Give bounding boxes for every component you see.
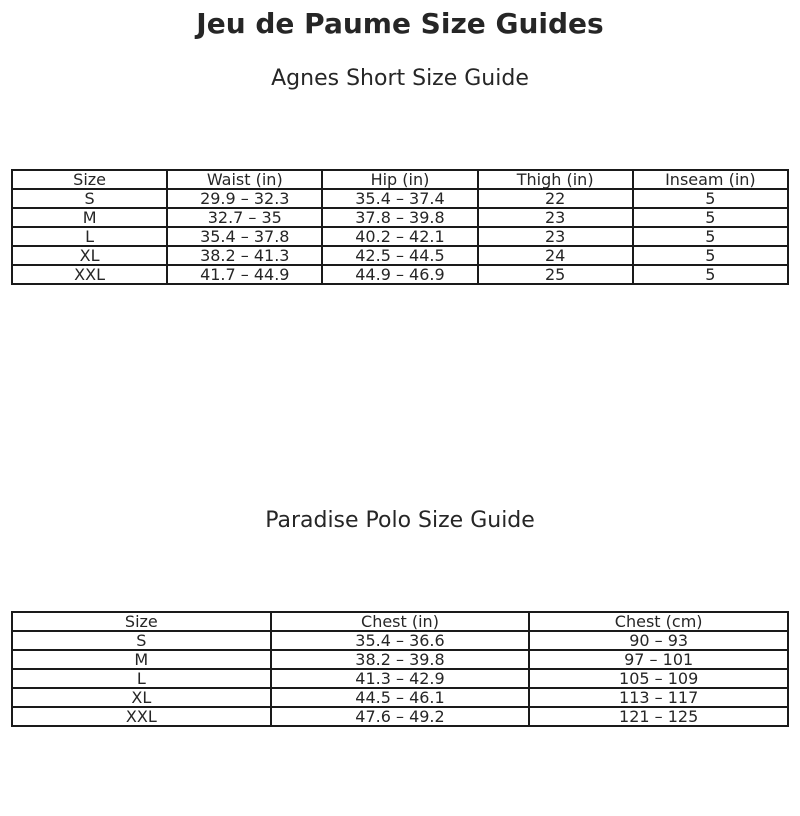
cell-size: S — [12, 631, 271, 650]
table-row — [12, 707, 788, 726]
cell-waist: 32.7 – 35 — [167, 208, 322, 227]
cell-thigh: 24 — [478, 246, 633, 265]
column-header-hip: Hip (in) — [322, 170, 477, 189]
cell-waist: 35.4 – 37.8 — [167, 227, 322, 246]
cell-hip: 35.4 – 37.4 — [322, 189, 477, 208]
cell-inseam: 5 — [633, 189, 788, 208]
cell-chest-cm: 121 – 125 — [529, 707, 788, 726]
agnes-short-guide-title: Agnes Short Size Guide — [271, 66, 529, 91]
cell-chest-in: 35.4 – 36.6 — [271, 631, 530, 650]
table-header-row — [12, 612, 788, 631]
table-row — [12, 246, 788, 265]
cell-size: L — [12, 227, 167, 246]
cell-hip: 37.8 – 39.8 — [322, 208, 477, 227]
cell-inseam: 5 — [633, 227, 788, 246]
cell-chest-cm: 97 – 101 — [529, 650, 788, 669]
table-row — [12, 688, 788, 707]
cell-waist: 41.7 – 44.9 — [167, 265, 322, 284]
cell-inseam: 5 — [633, 265, 788, 284]
column-header-waist: Waist (in) — [167, 170, 322, 189]
cell-hip: 44.9 – 46.9 — [322, 265, 477, 284]
cell-size: S — [12, 189, 167, 208]
cell-size: M — [12, 650, 271, 669]
column-header-chest-in: Chest (in) — [271, 612, 530, 631]
cell-thigh: 22 — [478, 189, 633, 208]
cell-inseam: 5 — [633, 208, 788, 227]
table-row — [12, 208, 788, 227]
cell-chest-in: 38.2 – 39.8 — [271, 650, 530, 669]
column-header-chest-cm: Chest (cm) — [529, 612, 788, 631]
table-header-row — [12, 170, 788, 189]
column-header-size: Size — [12, 612, 271, 631]
cell-chest-in: 41.3 – 42.9 — [271, 669, 530, 688]
cell-size: XL — [12, 246, 167, 265]
cell-thigh: 25 — [478, 265, 633, 284]
cell-hip: 42.5 – 44.5 — [322, 246, 477, 265]
cell-inseam: 5 — [633, 246, 788, 265]
cell-size: L — [12, 669, 271, 688]
cell-thigh: 23 — [478, 208, 633, 227]
table-row — [12, 227, 788, 246]
page-title: Jeu de Paume Size Guides — [196, 7, 604, 40]
paradise-polo-guide-title: Paradise Polo Size Guide — [265, 508, 535, 533]
cell-chest-cm: 113 – 117 — [529, 688, 788, 707]
cell-chest-in: 44.5 – 46.1 — [271, 688, 530, 707]
table-row — [12, 631, 788, 650]
agnes-short-size-table — [11, 169, 789, 285]
cell-thigh: 23 — [478, 227, 633, 246]
cell-hip: 40.2 – 42.1 — [322, 227, 477, 246]
column-header-inseam: Inseam (in) — [633, 170, 788, 189]
table-row — [12, 189, 788, 208]
table-row — [12, 650, 788, 669]
cell-chest-cm: 105 – 109 — [529, 669, 788, 688]
table-row — [12, 265, 788, 284]
cell-chest-in: 47.6 – 49.2 — [271, 707, 530, 726]
cell-size: M — [12, 208, 167, 227]
column-header-size: Size — [12, 170, 167, 189]
cell-size: XXL — [12, 707, 271, 726]
paradise-polo-size-table — [11, 611, 789, 727]
column-header-thigh: Thigh (in) — [478, 170, 633, 189]
cell-size: XXL — [12, 265, 167, 284]
cell-waist: 29.9 – 32.3 — [167, 189, 322, 208]
cell-size: XL — [12, 688, 271, 707]
cell-chest-cm: 90 – 93 — [529, 631, 788, 650]
table-row — [12, 669, 788, 688]
cell-waist: 38.2 – 41.3 — [167, 246, 322, 265]
